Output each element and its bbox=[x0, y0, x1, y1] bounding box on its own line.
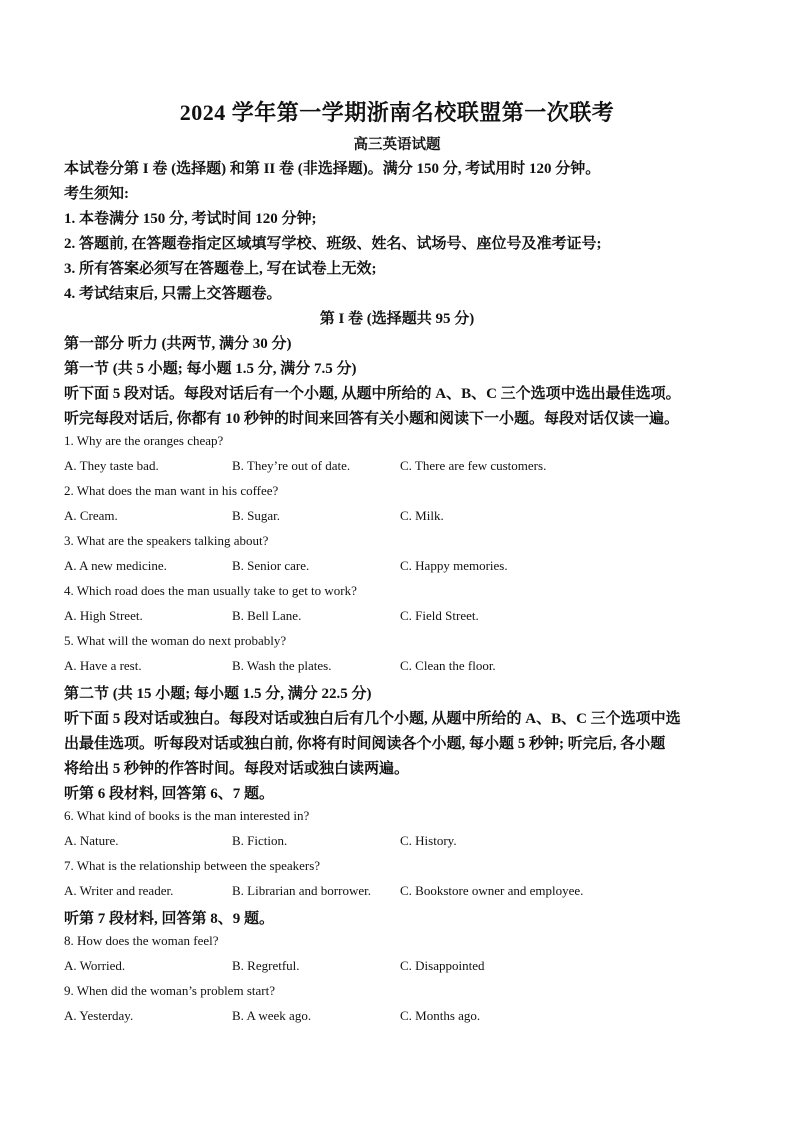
section-instructions: 听下面 5 段对话或独白。每段对话或独白后有几个小题, 从题中所给的 A、B、C 三个选项中选 bbox=[64, 711, 681, 727]
option-b: B. Wash the plates. bbox=[232, 658, 332, 673]
option-a: A. Have a rest. bbox=[64, 658, 142, 673]
section-instructions: 听完每段对话后, 你都有 10 秒钟的时间来回答有关小题和阅读下一小题。每段对话仅读一遍。 bbox=[64, 411, 680, 427]
option-c: C. There are few customers. bbox=[400, 458, 547, 473]
option-b: B. A week ago. bbox=[232, 1008, 312, 1023]
material-heading: 听第 7 段材料, 回答第 8、9 题。 bbox=[64, 911, 275, 927]
question-text: 5. What will the woman do next probably? bbox=[64, 633, 287, 648]
option-b: B. Librarian and borrower. bbox=[232, 883, 371, 898]
question-text: 8. How does the woman feel? bbox=[64, 933, 219, 948]
part-heading: 第一部分 听力 (共两节, 满分 30 分) bbox=[64, 336, 292, 352]
section-instructions: 听下面 5 段对话。每段对话后有一个小题, 从题中所给的 A、B、C 三个选项中选出最佳选项。 bbox=[64, 386, 681, 402]
option-b: B. Regretful. bbox=[232, 958, 300, 973]
question-text: 6. What kind of books is the man interested in? bbox=[64, 808, 310, 823]
section-heading: 第一节 (共 5 小题; 每小题 1.5 分, 满分 7.5 分) bbox=[64, 361, 357, 377]
option-a: A. A new medicine. bbox=[64, 558, 167, 573]
section-instructions: 出最佳选项。听每段对话或独白前, 你将有时间阅读各个小题, 每小题 5 秒钟; 听完后, 各小题 bbox=[64, 736, 666, 752]
option-b: B. They’re out of date. bbox=[232, 458, 351, 473]
option-c: C. Clean the floor. bbox=[400, 658, 496, 673]
option-a: A. Nature. bbox=[64, 833, 119, 848]
exam-subtitle: 高三英语试题 bbox=[353, 137, 441, 153]
option-c: C. Disappointed bbox=[400, 958, 485, 973]
option-b: B. Bell Lane. bbox=[232, 608, 302, 623]
option-a: A. High Street. bbox=[64, 608, 143, 623]
option-a: A. Worried. bbox=[64, 958, 126, 973]
option-c: C. Months ago. bbox=[400, 1008, 481, 1023]
notice-item: 1. 本卷满分 150 分, 考试时间 120 分钟; bbox=[64, 211, 317, 227]
option-b: B. Sugar. bbox=[232, 508, 281, 523]
option-c: C. Milk. bbox=[400, 508, 444, 523]
question-text: 2. What does the man want in his coffee? bbox=[64, 483, 279, 498]
option-a: A. Yesterday. bbox=[64, 1008, 134, 1023]
volume-heading: 第 I 卷 (选择题共 95 分) bbox=[319, 311, 475, 327]
notice-heading: 考生须知: bbox=[64, 186, 129, 202]
section-instructions: 将给出 5 秒钟的作答时间。每段对话或独白读两遍。 bbox=[64, 761, 410, 777]
question-text: 4. Which road does the man usually take to get to work? bbox=[64, 583, 357, 598]
notice-item: 2. 答题前, 在答题卷指定区域填写学校、班级、姓名、试场号、座位号及准考证号; bbox=[64, 236, 602, 252]
notice-item: 3. 所有答案必须写在答题卷上, 写在试卷上无效; bbox=[64, 261, 377, 277]
section-heading: 第二节 (共 15 小题; 每小题 1.5 分, 满分 22.5 分) bbox=[64, 686, 372, 702]
option-a: A. Cream. bbox=[64, 508, 118, 523]
option-c: C. Happy memories. bbox=[400, 558, 508, 573]
option-a: A. They taste bad. bbox=[64, 458, 159, 473]
exam-title: 2024 学年第一学期浙南名校联盟第一次联考 bbox=[179, 100, 615, 125]
option-b: B. Senior care. bbox=[232, 558, 310, 573]
option-c: C. Bookstore owner and employee. bbox=[400, 883, 584, 898]
question-text: 7. What is the relationship between the speakers? bbox=[64, 858, 321, 873]
intro-line: 本试卷分第 I 卷 (选择题) 和第 II 卷 (非选择题)。满分 150 分, 考试用时 120 分钟。 bbox=[64, 161, 601, 177]
option-a: A. Writer and reader. bbox=[64, 883, 174, 898]
notice-item: 4. 考试结束后, 只需上交答题卷。 bbox=[64, 286, 282, 302]
option-c: C. History. bbox=[400, 833, 457, 848]
material-heading: 听第 6 段材料, 回答第 6、7 题。 bbox=[64, 786, 275, 802]
question-text: 9. When did the woman’s problem start? bbox=[64, 983, 275, 998]
question-text: 1. Why are the oranges cheap? bbox=[64, 433, 224, 448]
question-text: 3. What are the speakers talking about? bbox=[64, 533, 269, 548]
option-b: B. Fiction. bbox=[232, 833, 288, 848]
option-c: C. Field Street. bbox=[400, 608, 479, 623]
